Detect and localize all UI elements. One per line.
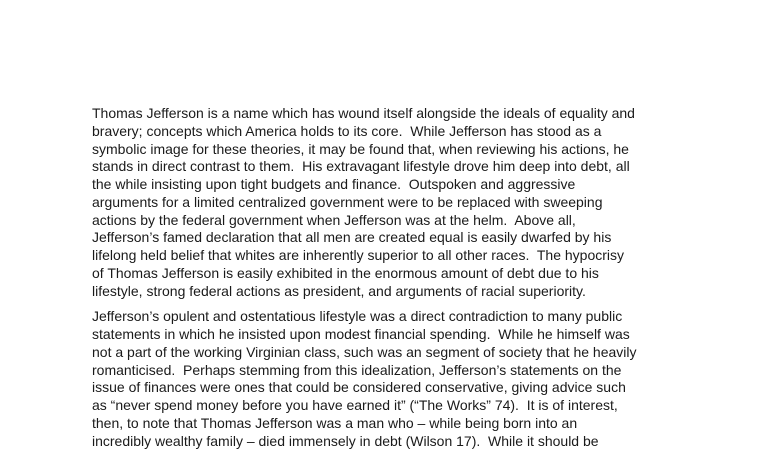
text-line: symbolic image for these theories, it may be found that, when reviewing his actions, he <box>92 140 629 157</box>
text-line: issue of finances were ones that could be considered conservative, giving advice such <box>92 379 626 396</box>
text-line: Jefferson’s famed declaration that all men are created equal is easily dwarfed by his <box>92 229 612 246</box>
text-line: the while insisting upon tight budgets and finance. Outspoken and aggressive <box>92 176 576 192</box>
text-line: romanticised. Perhaps stemming from this idealization, Jefferson’s statements on the <box>92 361 622 378</box>
text-line: as “never spend money before you have earned it” (“The Works” 74). It is of interest, <box>92 397 618 413</box>
paragraph-2 <box>92 308 702 450</box>
text-line: then, to note that Thomas Jefferson was a man who – while being born into an <box>92 414 578 431</box>
text-line: Jefferson’s opulent and ostentatious lifestyle was a direct contradiction to many public <box>92 308 623 325</box>
paragraph-1 <box>92 105 702 300</box>
text-line: of Thomas Jefferson is easily exhibited in the enormous amount of debt due to his <box>92 264 599 281</box>
text-line: Thomas Jefferson is a name which has wound itself alongside the ideals of equality and <box>92 105 635 121</box>
text-line: incredibly wealthy family – died immensely in debt (Wilson 17). While it should be <box>92 432 599 449</box>
document-body <box>92 105 702 458</box>
text-line: statements in which he insisted upon modest financial spending. While he himself was <box>92 326 630 342</box>
text-line: stands in direct contrast to them. His extravagant lifestyle drove him deep into debt, all <box>92 158 630 175</box>
text-line: actions by the federal government when Jefferson was at the helm. Above all, <box>92 211 576 228</box>
text-line: arguments for a limited centralized government were to be replaced with sweeping <box>92 193 603 210</box>
text-line: not a part of the working Virginian class, such was an segment of society that he heavily <box>92 343 637 360</box>
text-line: bravery; concepts which America holds to its core. While Jefferson has stood as a <box>92 122 602 139</box>
text-line: lifelong held belief that whites are inherently superior to all other races. The hypocrisy <box>92 247 625 263</box>
text-line: lifestyle, strong federal actions as president, and arguments of racial superiority. <box>92 282 586 299</box>
